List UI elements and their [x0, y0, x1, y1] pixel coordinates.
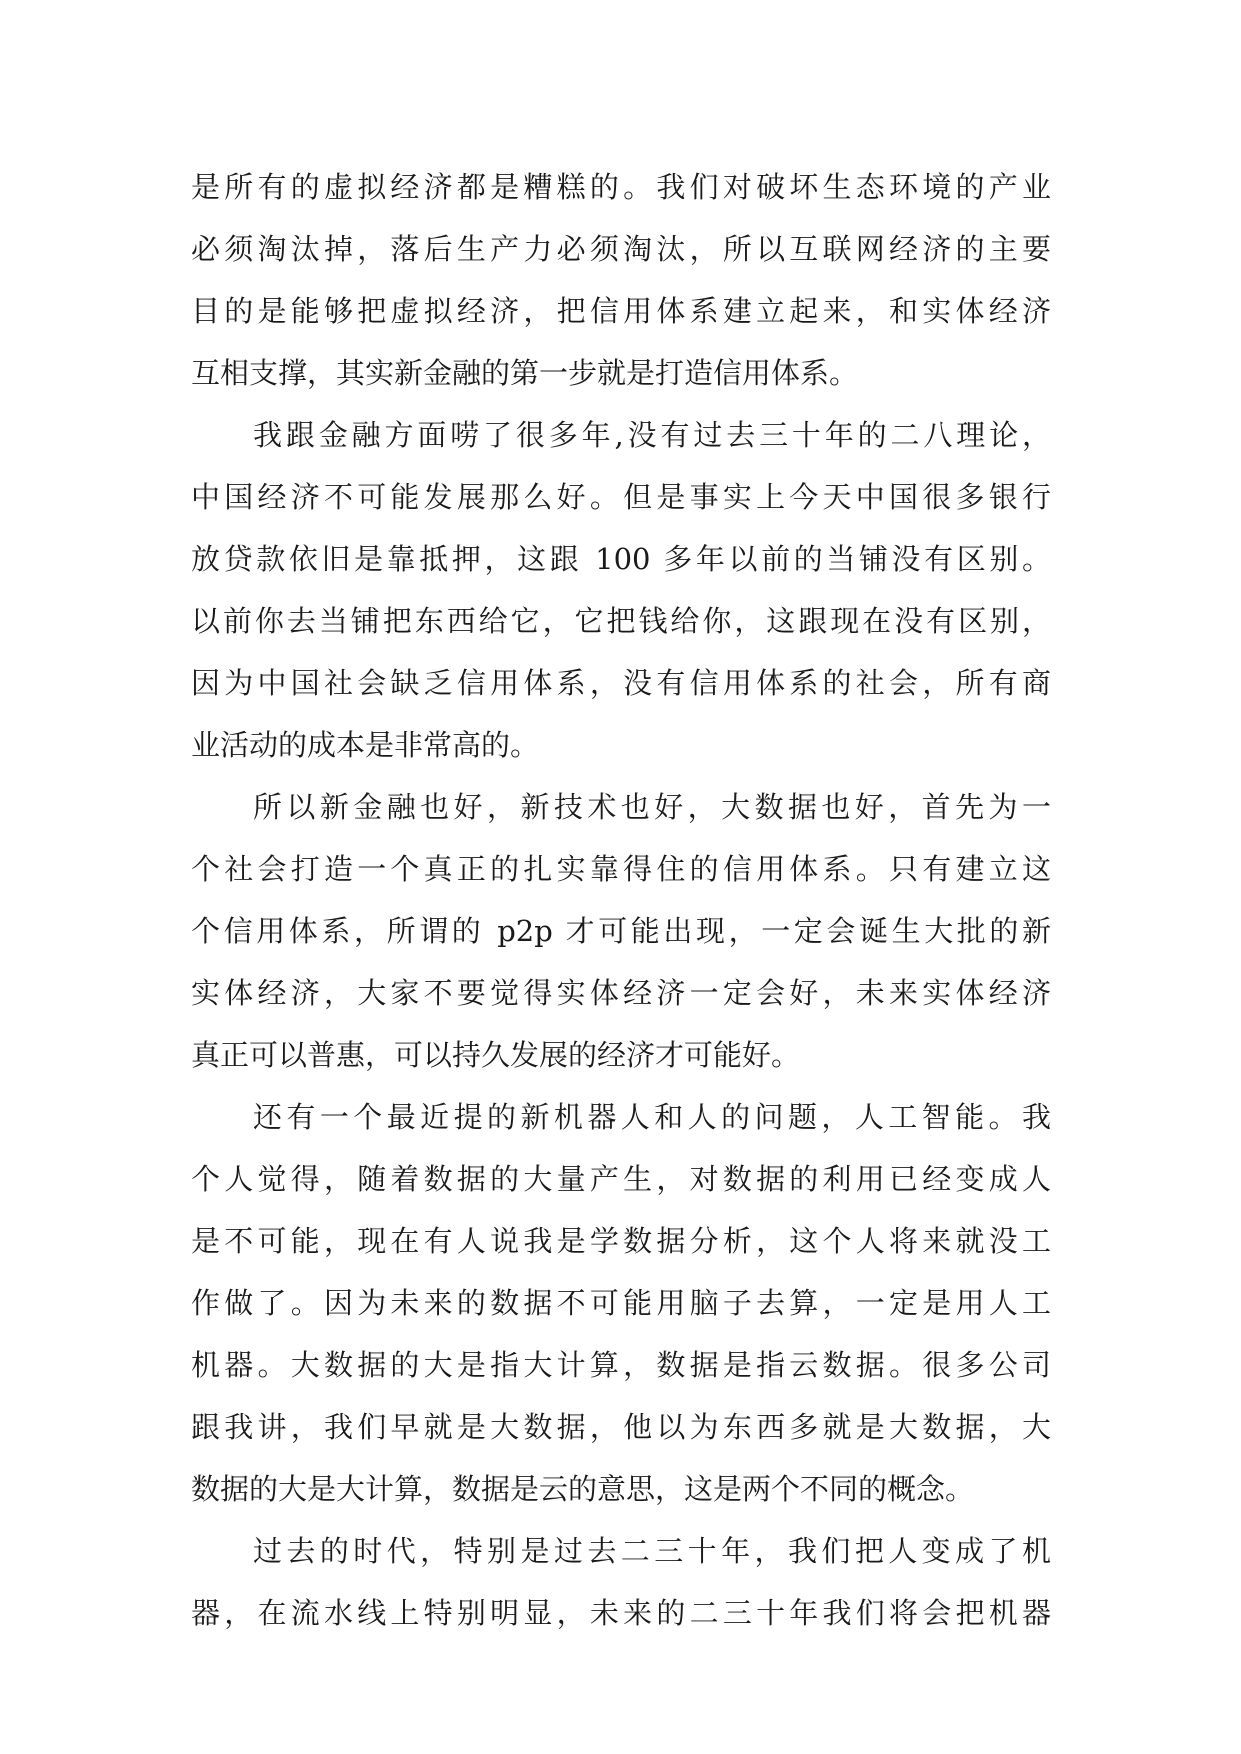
- text-line: 器，在流水线上特别明显，未来的二三十年我们将会把机器: [191, 1596, 1051, 1630]
- text-line: 必须淘汰掉，落后生产力必须淘汰，所以互联网经济的主要: [191, 232, 1051, 266]
- paragraph-first-line: 所以新金融也好，新技术也好，大数据也好，首先为一: [253, 790, 1051, 824]
- text-line: 个人觉得，随着数据的大量产生，对数据的利用已经变成人: [191, 1162, 1051, 1196]
- text-line: 实体经济，大家不要觉得实体经济一定会好，未来实体经济: [191, 976, 1051, 1010]
- text-line: 是不可能，现在有人说我是学数据分析，这个人将来就没工: [191, 1224, 1051, 1258]
- text-line: 作做了。因为未来的数据不可能用脑子去算，一定是用人工: [191, 1286, 1051, 1320]
- paragraph-first-line: 我跟金融方面唠了很多年,没有过去三十年的二八理论，: [253, 418, 1051, 452]
- text-line: 是所有的虚拟经济都是糟糕的。我们对破坏生态环境的产业: [191, 170, 1051, 204]
- text-line: 放贷款依旧是靠抵押，这跟 100 多年以前的当铺没有区别。: [191, 542, 1051, 576]
- paragraph-first-line: 过去的时代，特别是过去二三十年，我们把人变成了机: [253, 1534, 1051, 1568]
- text-line: 中国经济不可能发展那么好。但是事实上今天中国很多银行: [191, 480, 1051, 514]
- document-page: [191, 156, 1051, 1644]
- text-line: 跟我讲，我们早就是大数据，他以为东西多就是大数据，大: [191, 1410, 1051, 1444]
- text-line: 因为中国社会缺乏信用体系，没有信用体系的社会，所有商: [191, 666, 1051, 700]
- text-line: 业活动的成本是非常高的。: [191, 728, 540, 762]
- text-line: 个社会打造一个真正的扎实靠得住的信用体系。只有建立这: [191, 852, 1051, 886]
- paragraph-first-line: 还有一个最近提的新机器人和人的问题，人工智能。我: [253, 1100, 1051, 1134]
- text-line: 互相支撑，其实新金融的第一步就是打造信用体系。: [191, 356, 859, 390]
- text-line: 机器。大数据的大是指大计算，数据是指云数据。很多公司: [191, 1348, 1051, 1382]
- text-line: 真正可以普惠，可以持久发展的经济才可能好。: [191, 1038, 801, 1072]
- text-line: 以前你去当铺把东西给它，它把钱给你，这跟现在没有区别，: [191, 604, 1051, 638]
- text-line: 个信用体系，所谓的 p2p 才可能出现，一定会诞生大批的新: [191, 914, 1051, 948]
- text-line: 目的是能够把虚拟经济，把信用体系建立起来，和实体经济: [191, 294, 1051, 328]
- text-line: 数据的大是大计算，数据是云的意思，这是两个不同的概念。: [191, 1472, 975, 1506]
